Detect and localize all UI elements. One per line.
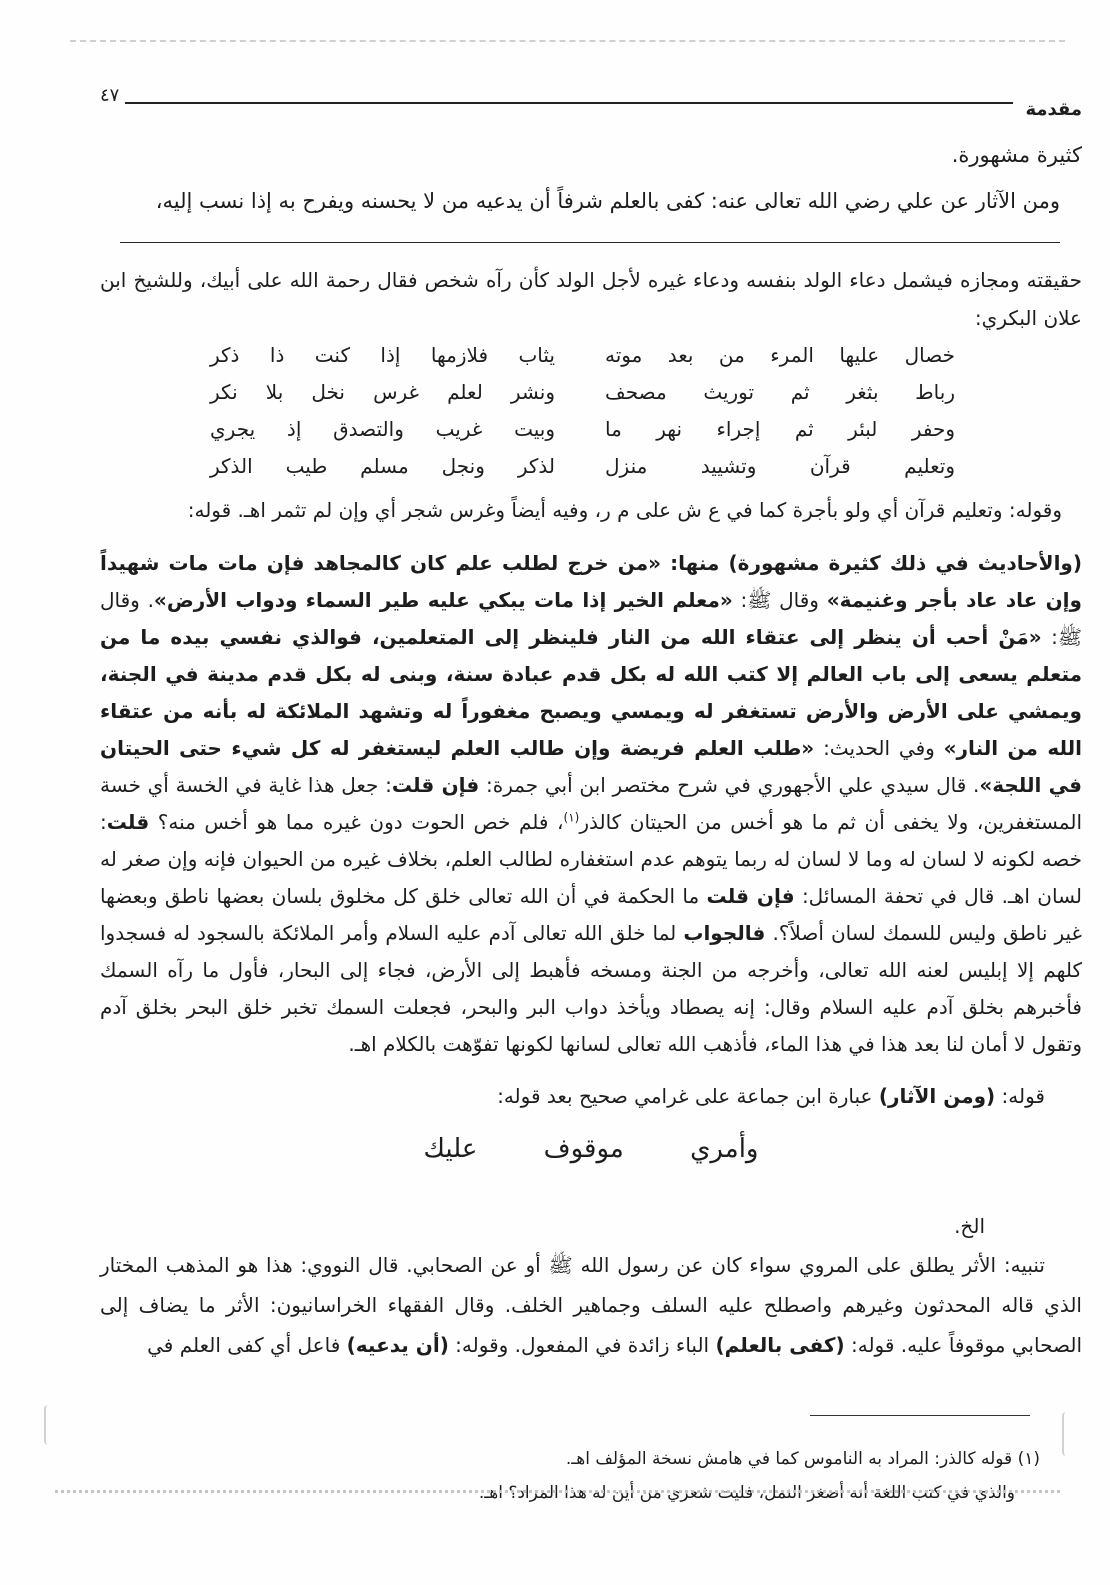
text-segment: لما خلق الله تعالى آدم عليه السلام وأمر الملائكة بالسجود له فسجدوا كلهم إلا إبليس لعنه الله تعالى، وأخرجه من الجنة ومسخه فأهبط إلى الأرض، فجاء إلى البحار، فأول ما رآه السمك فأخبرهم بخلق آدم عليه السلام وقال: إنه يصطاد ويأخذ دواب البر والبحر، فجعلت السمك تخبر خلق البحر بخلق آدم وتقول لا أمان لنا بعد هذا في هذا الماء، فأذهب الله تعالى لسانها لكونها تفوّهت بالكلام اهـ. (100, 921, 1082, 1056)
first-hemistich: وحفر لبئر ثم إجراء نهر ما (605, 417, 955, 441)
footnotes (100, 1442, 1082, 1510)
text-segment: تنبيه: الأثر يطلق على المروي سواء كان عن رسول الله ﷺ أو عن الصحابي. قال النووي: هذا هو المذهب المختار الذي قاله المحدثون وغيرهم واصطلح عليه السلف وجماهير الخلف. وقال الفقهاء الخراسانيون: الأثر ما يضاف إلى الصحابي موقوفاً عليه. قوله: (100, 1253, 1082, 1357)
footnote-text: قوله كالذر: المراد به الناموس كما في هامش نسخة المؤلف اهـ. (565, 1449, 1013, 1469)
hadith-paragraph (100, 545, 1082, 1063)
poem-verse (210, 374, 955, 411)
bold-text-segment: «معلم الخير إذا مات يبكي عليه طير السماء ودواب الأرض» (153, 588, 733, 612)
first-hemistich: رباط بثغر ثم توريث مصحف (605, 380, 955, 404)
bold-text-segment: «مَنْ أحب أن ينظر إلى عتقاء الله من النار فلينظر إلى المتعلمين، فوالذي نفسي بيده ما من متعلم يسعى إلى باب العالم إلا كتب الله له بكل قدم عبادة سنة، وبنى له بكل قدم مدينة في الجنة، ويمشي على الأرض والأرض تستغفر له ويمسي ويصبح مغفوراً له وتشهد الملائكة له بأنه من عتقاء الله من النار» (100, 625, 1083, 760)
scan-edge-bottom (55, 1490, 1060, 1493)
second-hemistich: وبيت غريب والتصدق إذ يجري (210, 417, 555, 441)
text-segment: ، فلم خص الحوت دون غيره مما هو أخس منه؟ (149, 810, 564, 834)
bold-text-segment: فالجواب (683, 921, 766, 945)
page-number: ٤٧ (100, 85, 120, 106)
quoted-hemistich: وأمري موقوف عليك (423, 1134, 759, 1164)
bold-text-segment: (ومن الآثار) (878, 1084, 996, 1108)
scan-margin-mark-left (44, 1405, 52, 1445)
running-header (100, 82, 1082, 118)
text-segment: : جعل هذا غاية في الخسة أي خسة المستغفرين، ولا يخفى أن ثم ما هو أخس من الحيتان كالذر (100, 773, 1082, 834)
footnote-separator (810, 1415, 1030, 1416)
text-commentary-separator (120, 242, 1060, 243)
first-hemistich: وتعليم قرآن وتشييد منزل (605, 454, 955, 478)
footnote-marker: (١) (1017, 1449, 1040, 1469)
bold-text-segment: (كفى بالعلم) (715, 1333, 845, 1357)
text-segment: . وقال ﷺ: (100, 588, 1082, 649)
athar-note (100, 1077, 1082, 1115)
bold-text-segment: (والأحاديث في ذلك كثيرة مشهورة) منها: «من خرج لطلب علم كان كالمجاهد فإن مات مات شهيداً وإن عاد عاد بأجر وغنيمة» (100, 551, 1082, 612)
second-hemistich: لذكر ونجل مسلم طيب الذكر (210, 454, 555, 478)
second-hemistich: يثاب فلازمها إذا كنت ذا ذكر (210, 343, 555, 367)
footnote-continuation: والذي في كتب اللغة أنه أصغر النمل، فليت شعري من أين له هذا المراد؟ اهـ. (478, 1483, 1015, 1503)
section-title: مقدمة (1025, 99, 1082, 120)
poem (210, 337, 955, 485)
page-content (100, 82, 1082, 1510)
scan-edge-top (70, 40, 1065, 42)
text-segment: فاعل أي كفى العلم في (147, 1333, 347, 1357)
poem-verse (210, 448, 955, 485)
main-text-line: كثيرة مشهورة. (951, 143, 1082, 167)
commentary-intro: حقيقته ومجازه فيشمل دعاء الولد بنفسه ودعاء غيره لأجل الولد كأن رآه شخص فقال رحمة الله على أبيك، وللشيخ ابن علان البكري: (100, 268, 1082, 330)
main-text (100, 132, 1082, 224)
header-rule (125, 102, 1013, 104)
main-text-line: ومن الآثار عن علي رضي الله تعالى عنه: كفى بالعلم شرفاً أن يدعيه من لا يحسنه ويفرح به إذا نسب إليه، (155, 189, 1060, 213)
text-segment: . قال سيدي علي الأجهوري في شرح مختصر ابن أبي جمرة: (479, 773, 980, 797)
tanbih-paragraph (100, 1245, 1082, 1365)
bold-text-segment: فإن قلت (391, 773, 480, 797)
bold-text-segment: قلت (106, 810, 150, 834)
text-segment: وقال ﷺ: (732, 588, 827, 612)
commentary (100, 261, 1082, 1365)
poem-verse (210, 337, 955, 374)
text-segment: : خصه لكونه لا لسان له وما لا لسان له ربما يتوهم عدم استغفاره لطالب العلم، بخلاف غيره من الحيوان فإنه وإن صغر له لسان اهـ. قال في تحفة المسائل: (100, 810, 1083, 908)
text-segment: ما الحكمة في أن الله تعالى خلق كل مخلوق بلسان بعضها ناطق وبعضها غير ناطق وليس للسمك لسان أصلاً؟. (100, 884, 1083, 945)
bold-text-segment: «طلب العلم فريضة وإن طالب العلم ليستغفر له كل شيء حتى الحيتان في اللجة» (100, 736, 1082, 797)
bold-text-segment: فإن قلت (706, 884, 795, 908)
footnote-reference: (١) (563, 810, 580, 825)
footnote (100, 1442, 1082, 1476)
bold-text-segment: (أن يدعيه) (346, 1333, 449, 1357)
text-segment: قوله: (995, 1084, 1045, 1108)
second-hemistich: ونشر لعلم غرس نخل بلا نكر (210, 380, 555, 404)
text-segment: عبارة ابن جماعة على غرامي صحيح بعد قوله: (497, 1084, 879, 1108)
poem-verse (210, 411, 955, 448)
text-segment: وفي الحديث: (814, 736, 944, 760)
etc-marker: الخ. (954, 1214, 985, 1238)
text-segment: الباء زائدة في المفعول. وقوله: (448, 1333, 716, 1357)
first-hemistich: خصال عليها المرء من بعد موته (605, 343, 955, 367)
poem-commentary: وقوله: وتعليم قرآن أي ولو بأجرة كما في ع ش على م ر، وفيه أيضاً وغرس شجر أي وإن لم تثمر اهـ. قوله: (187, 498, 1062, 522)
